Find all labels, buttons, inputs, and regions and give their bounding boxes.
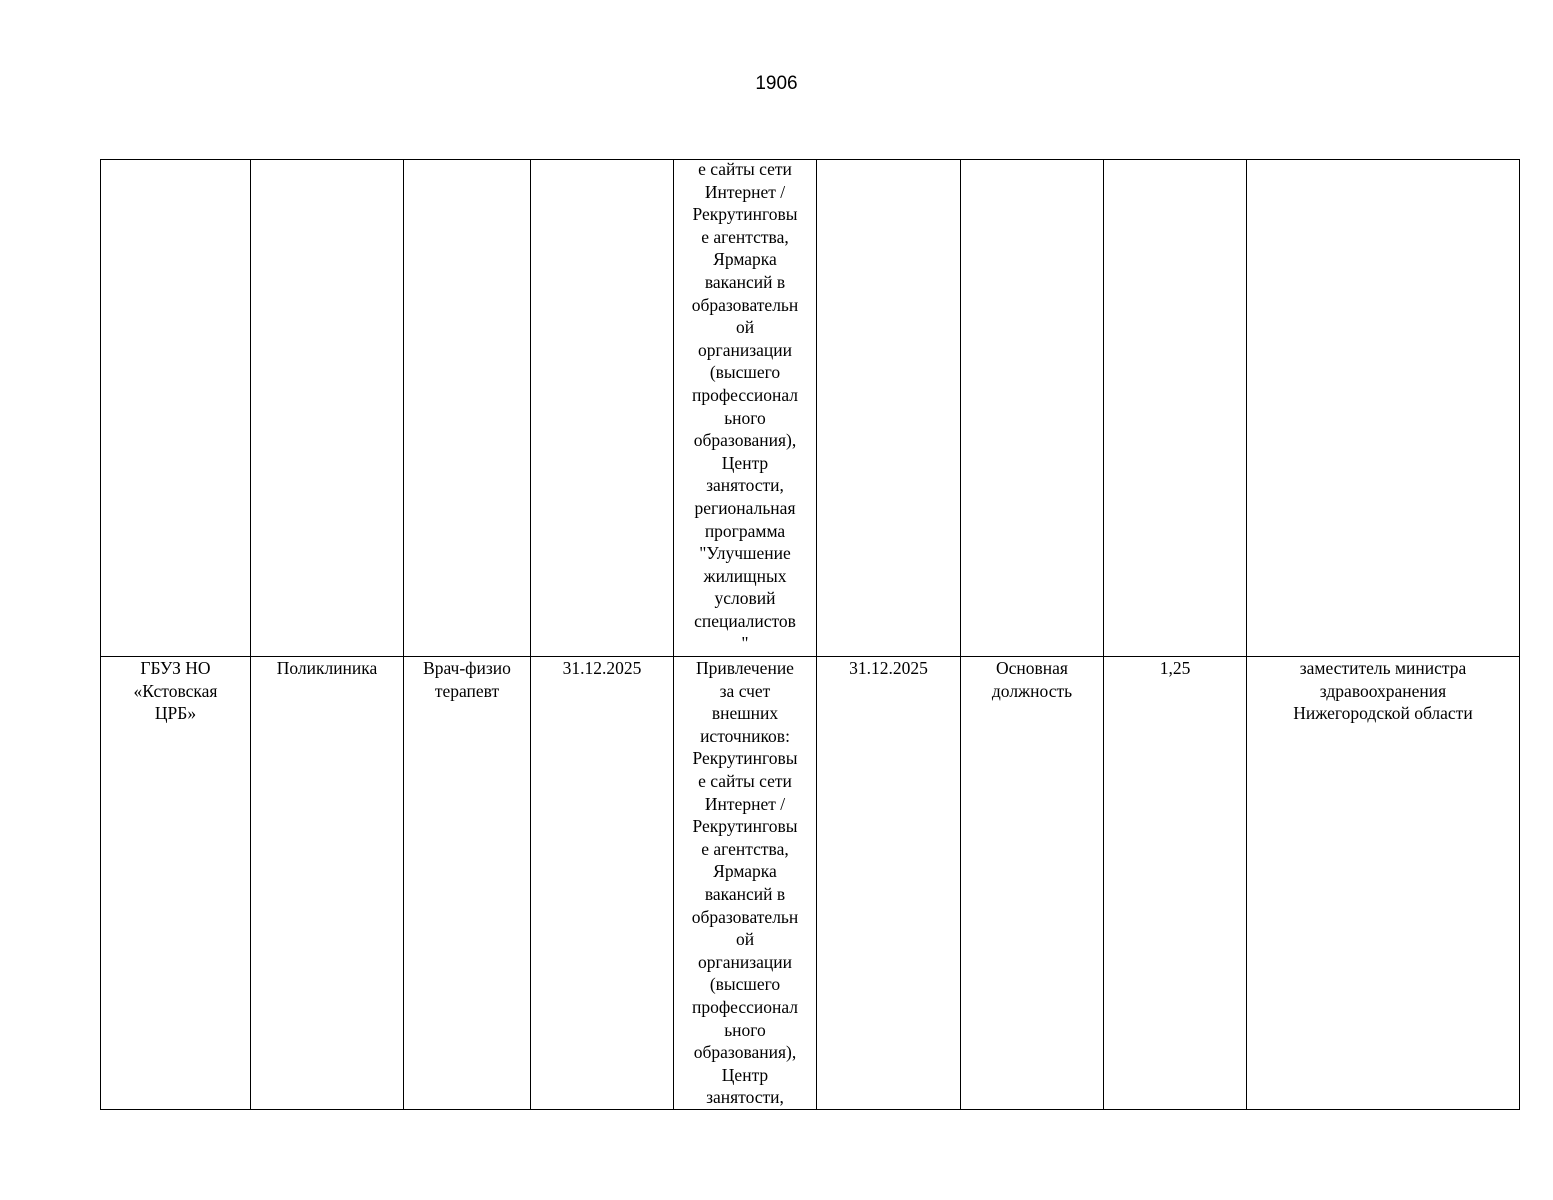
cell-department: Поликлиника — [251, 657, 404, 1110]
cell-deadline — [817, 160, 961, 657]
cell-date: 31.12.2025 — [531, 657, 674, 1110]
table-row — [101, 657, 1520, 1110]
cell-deadline: 31.12.2025 — [817, 657, 961, 1110]
page-number: 1906 — [755, 73, 798, 94]
cell-department — [251, 160, 404, 657]
cell-responsible: заместитель министра здравоохранения Нижегородской области — [1247, 657, 1520, 1110]
cell-recruitment-measures: е сайты сети Интернет / Рекрутинговы е агентства, Ярмарка вакансий в образовательн ой организации (высшего профессионал ьного образования), Центр занятости, региональная программа "Улучшение жилищных условий специалистов " — [674, 160, 817, 657]
cell-date — [531, 160, 674, 657]
cell-organization: ГБУЗ НО «Кстовская ЦРБ» — [101, 657, 251, 1110]
cell-rate — [1104, 160, 1247, 657]
cell-responsible — [1247, 160, 1520, 657]
cell-recruitment-measures: Привлечение за счет внешних источников: Рекрутинговы е сайты сети Интернет / Рекрутинговы е агентства, Ярмарка вакансий в образовательн ой организации (высшего профессионал ьного образования), Центр занятости, — [674, 657, 817, 1110]
cell-position: Врач-физио терапевт — [404, 657, 531, 1110]
cell-position — [404, 160, 531, 657]
cell-rate: 1,25 — [1104, 657, 1247, 1110]
table-row — [101, 160, 1520, 657]
staffing-table — [100, 159, 1520, 1110]
cell-position-type: Основная должность — [961, 657, 1104, 1110]
cell-position-type — [961, 160, 1104, 657]
cell-organization — [101, 160, 251, 657]
